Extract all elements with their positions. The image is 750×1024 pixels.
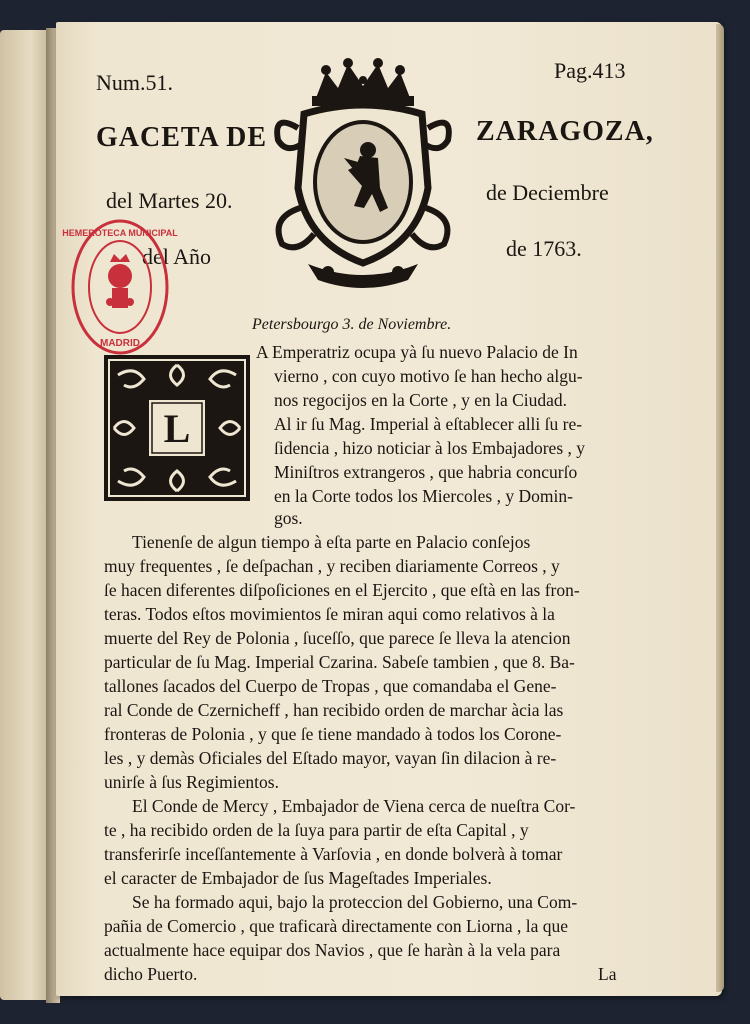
stamp-city: MADRID [100,338,140,349]
body-line: pañia de Comercio , que traficarà directamente con Liorna , la que [104,916,569,936]
article-dateline: Petersbourgo 3. de Noviembre. [252,316,452,333]
drop-cap-ornament [104,355,250,501]
drop-cap-letter: L [163,406,191,451]
catchword: La [598,964,617,984]
date-year: de 1763. [506,236,582,261]
body-line: ſidencia , hizo noticiar à los Embajadores , y [274,438,586,458]
body-line: particular de ſu Mag. Imperial Czarina. Sabeſe tambien , que 8. Ba- [104,652,575,672]
body-line: El Conde de Mercy , Embajador de Viena cerca de nueſtra Cor- [132,796,576,816]
issue-number: Num.51. [96,70,173,95]
page-fore-edge [716,24,724,992]
body-line: muerte del Rey de Polonia , ſuceſſo, que parece ſe lleva la atencion [104,628,571,648]
body-line: tallones ſacados del Cuerpo de Tropas , que comandaba el Gene- [104,676,557,696]
date-year-label: del Año [142,244,212,269]
body-line: Tienenſe de algun tiempo à eſta parte en Palacio conſejos [132,532,531,552]
body-line: A Emperatriz ocupa yà ſu nuevo Palacio de In [256,342,578,362]
body-line: fronteras de Polonia , y que ſe tiene mandado à todos los Corone- [104,724,562,744]
body-line: ral Conde de Czernicheff , han recibido orden de marchar àcia las [104,700,564,720]
stamp-label: HEMEROTECA MUNICIPAL [62,228,178,238]
body-line: el caracter de Embajador de ſus Mageſtades Imperiales. [104,868,492,888]
page-number: Pag.413 [554,58,626,83]
body-line: Se ha formado aqui, bajo la proteccion del Gobierno, una Com- [132,892,578,912]
body-line: nos regocijos en la Corte , y en la Ciudad. [274,390,568,410]
body-line: Miniſtros extrangeros , que habria concurſo [274,462,578,482]
body-line: en la Corte todos los Miercoles , y Domin- [274,486,573,506]
zaragoza-coat-of-arms [268,58,458,296]
body-line: teras. Todos eſtos movimientos ſe miran aqui como relativos à la [104,604,555,624]
body-line: transferirſe inceſſantemente à Varſovia , en donde bolverà à tomar [104,844,563,864]
body-line: gos. [274,508,303,528]
date-month: de Deciembre [486,180,609,205]
body-line: dicho Puerto. [104,964,198,984]
title-left: GACETA DE [96,122,268,153]
body-line: unirſe à ſus Regimientos. [104,772,279,792]
date-weekday: del Martes 20. [106,188,233,213]
body-line: actualmente hace equipar dos Navios , que ſe haràn à la vela para [104,940,561,960]
body-line: vierno , con cuyo motivo ſe han hecho algu- [274,366,583,386]
title-right: ZARAGOZA, [476,116,654,147]
body-line: Al ir ſu Mag. Imperial à eſtablecer alli ſu re- [274,414,583,434]
body-line: ſe hacen diferentes diſpoſiciones en el Ejercito , que eſtà en las fron- [104,580,580,600]
body-line: les , y demàs Oficiales del Eſtado mayor, vayan ſin dilacion à re- [104,748,557,768]
body-line: te , ha recibido orden de la ſuya para partir de eſta Capital , y [104,820,529,840]
body-line: muy frequentes , ſe deſpachan , y reciben diariamente Correos , y [104,556,560,576]
